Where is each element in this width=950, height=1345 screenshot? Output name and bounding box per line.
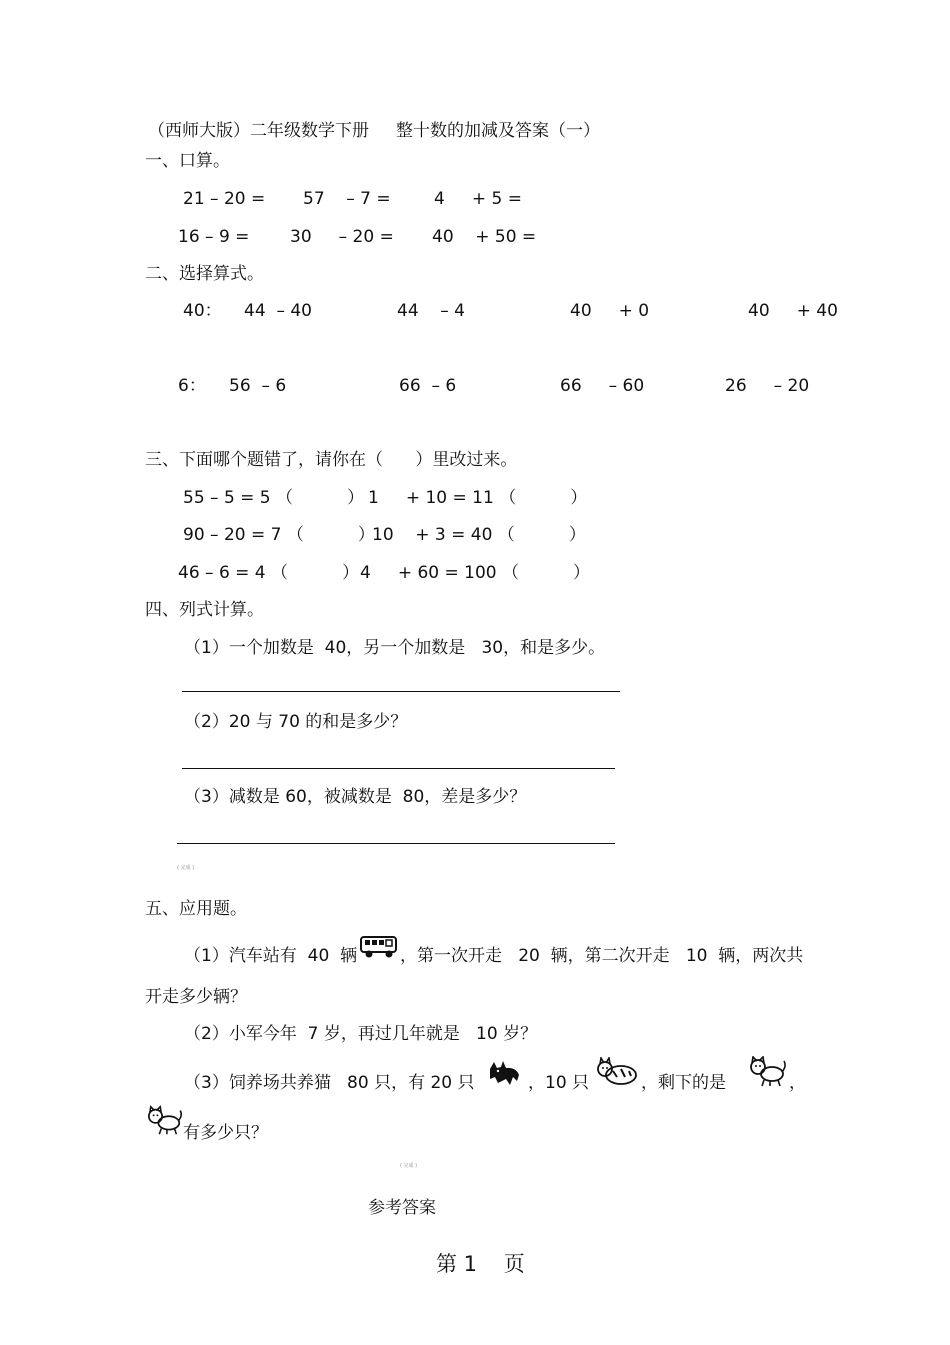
section4-heading: 四、列式计算。: [145, 600, 264, 620]
answer-line: [182, 691, 620, 692]
app-problem-text: 有多少只？: [183, 1123, 268, 1143]
choice-option: 40 + 40: [748, 301, 838, 321]
app-problem-text: ，: [789, 1073, 806, 1093]
correction-item: 55 – 5 = 5 （ ）: [183, 488, 365, 508]
app-problem-text: （1）汽车站有 40 辆: [184, 946, 358, 966]
page-title: （西师大版）二年级数学下册 整十数的加减及答案（一）: [148, 121, 601, 141]
correction-item: 4 + 60 = 100 （ ）: [360, 563, 591, 583]
app-problem-text: （3）饲养场共养猫 80 只，有 20 只: [184, 1073, 475, 1093]
small-note: ( 完成 ): [400, 1163, 418, 1169]
section2-heading: 二、选择算式。: [145, 264, 264, 284]
section3-heading: 三、下面哪个题错了，请你在（ ）里改过来。: [145, 450, 518, 470]
calc-item: 21 – 20 =: [183, 189, 266, 209]
app-problem-text: 开走多少辆？: [145, 987, 247, 1007]
app-problem-text: ，剩下的是: [641, 1073, 726, 1093]
bus-icon: [359, 934, 399, 960]
calc-item: 30 – 20 =: [290, 227, 394, 247]
correction-item: 1 + 10 = 11 （ ）: [368, 488, 588, 508]
correction-item: 10 + 3 = 40 （ ）: [372, 525, 586, 545]
small-note: ( 完成 ): [177, 865, 195, 871]
choice-label: 40：: [183, 301, 222, 321]
choice-label: 6：: [178, 376, 206, 396]
choice-option: 44 – 4: [397, 301, 465, 321]
app-problem-text: ，10 只: [528, 1073, 590, 1093]
calc-item: 4 + 5 =: [434, 189, 522, 209]
answer-line: [177, 843, 615, 844]
choice-option: 66 – 6: [399, 376, 457, 396]
choice-option: 40 + 0: [570, 301, 650, 321]
calc-item: 40 + 50 =: [432, 227, 537, 247]
app-problem-text: ，第一次开走 20 辆，第二次开走 10 辆，两次共: [400, 946, 804, 966]
choice-option: 44 – 40: [244, 301, 312, 321]
word-problem: （2）20 与 70 的和是多少？: [184, 712, 408, 732]
correction-item: 90 – 20 = 7 （ ）: [183, 525, 375, 545]
correction-item: 46 – 6 = 4 （ ）: [178, 563, 360, 583]
page-number: 第 1 页: [436, 1252, 525, 1276]
calc-item: 57 – 7 =: [303, 189, 391, 209]
section5-heading: 五、应用题。: [145, 899, 247, 919]
lying-cat-icon: [595, 1057, 639, 1087]
white-cat-icon: [146, 1105, 184, 1137]
choice-option: 56 – 6: [229, 376, 287, 396]
calc-item: 16 – 9 =: [178, 227, 250, 247]
app-problem-text: （2）小军今年 7 岁，再过几年就是 10 岁？: [184, 1024, 538, 1044]
word-problem: （1）一个加数是 40，另一个加数是 30，和是多少。: [184, 638, 606, 658]
choice-option: 26 – 20: [725, 376, 810, 396]
choice-option: 66 – 60: [560, 376, 645, 396]
white-cat-icon: [748, 1056, 788, 1088]
word-problem: （3）减数是 60，被减数是 80，差是多少？: [184, 787, 527, 807]
black-cat-icon: [486, 1059, 522, 1089]
section1-heading: 一、口算。: [145, 151, 230, 171]
answer-line: [182, 768, 615, 769]
answers-heading: 参考答案: [368, 1198, 436, 1218]
